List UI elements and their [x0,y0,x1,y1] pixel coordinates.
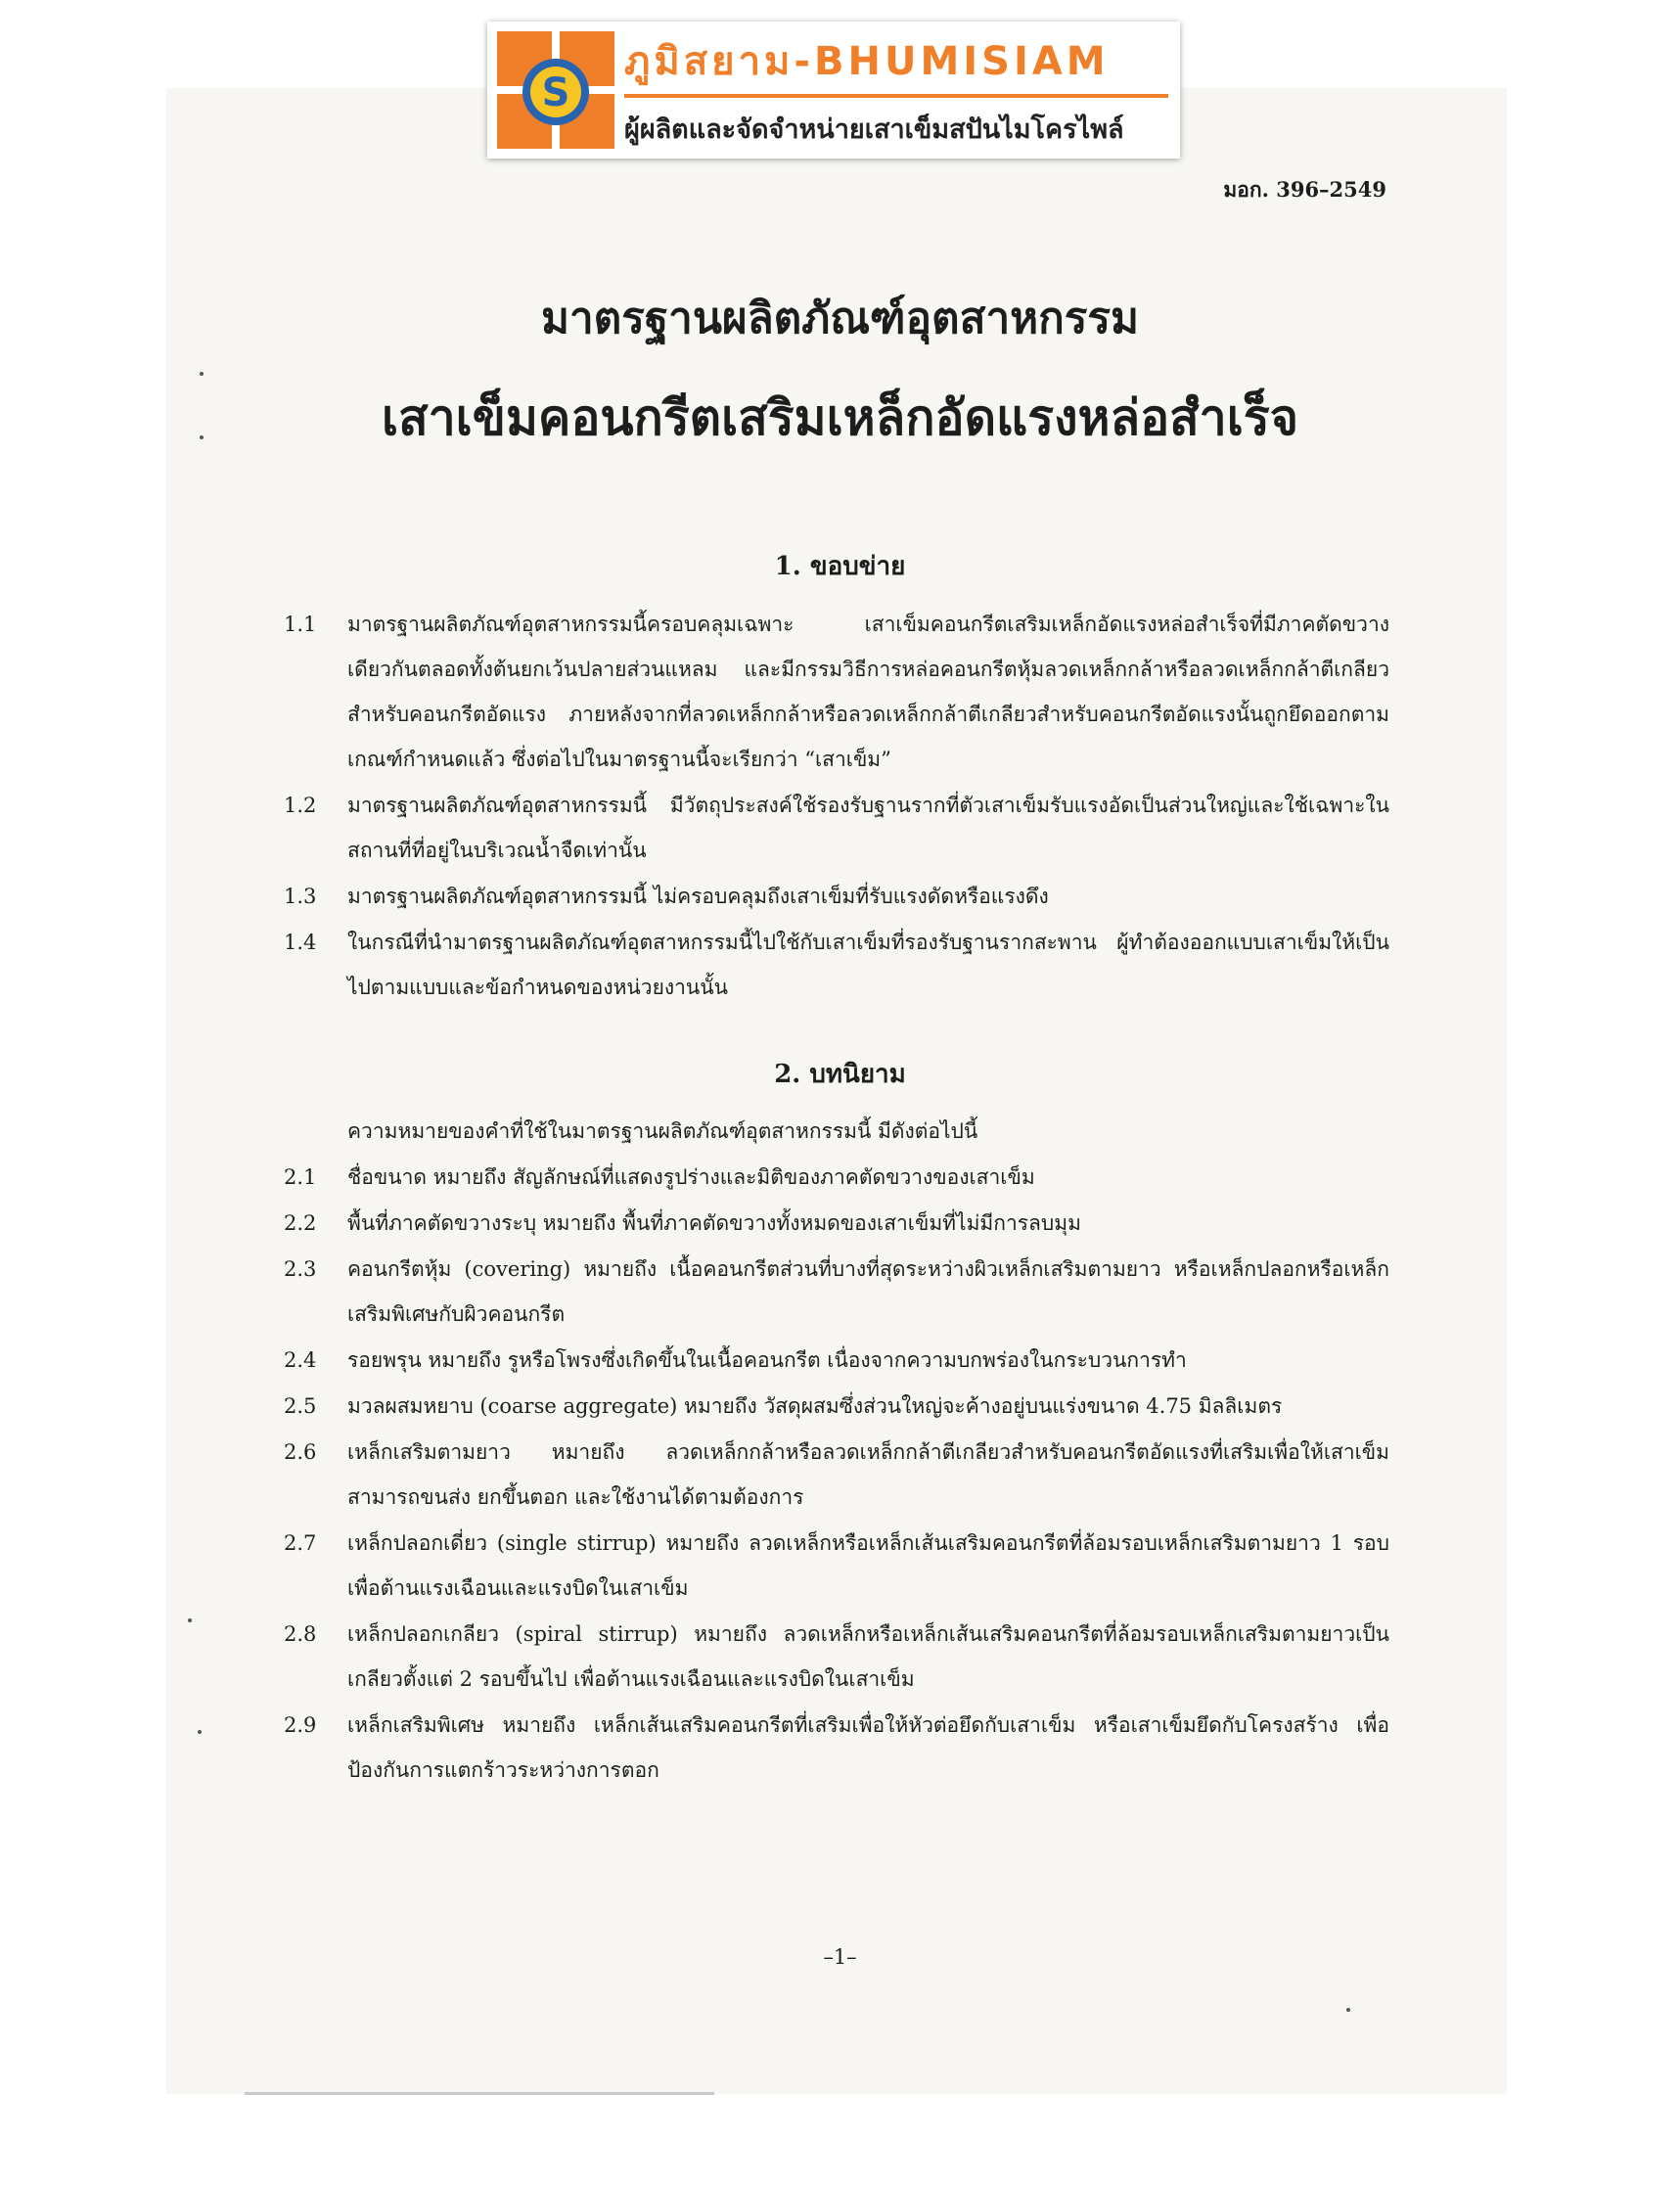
clause-number: 2.1 [284,1165,317,1189]
clause-text: เหล็กเสริมพิเศษ หมายถึง เหล็กเส้นเสริมคอนกรีตที่เสริมเพื่อให้หัวต่อยึดกับเสาเข็ม หรือเสาเข็มยึดกับโครงสร้าง เพื่อป้องกันการแตกร้าวระหว่างการตอก [347,1713,1389,1782]
clause-number: 1.4 [284,931,317,954]
definitions-intro: ความหมายของคำที่ใช้ในมาตรฐานผลิตภัณฑ์อุตสาหกรรมนี้ มีดังต่อไปนี้ [347,1119,978,1143]
standard-code: มอก. 396–2549 [1223,177,1386,202]
clause-number: 2.8 [284,1622,317,1646]
svg-text:S: S [541,70,570,115]
clause-text: มวลผสมหยาบ (coarse aggregate) หมายถึง วัสดุผสมซึ่งส่วนใหญ่จะค้างอยู่บนแร่งขนาด 4.75 มิลลิเมตร [347,1394,1283,1418]
document-title-line2: เสาเข็มคอนกรีตเสริมเหล็กอัดแรงหล่อสำเร็จ [381,388,1298,446]
logo-tagline: ผู้ผลิตและจัดจำหน่ายเสาเข็มสปันไมโครไพล์ [624,114,1124,145]
clause-text: เหล็กปลอกเกลียว (spiral stirrup) หมายถึง ลวดเหล็กหรือเหล็กเส้นเสริมคอนกรีตที่ล้อมรอบเหล็กเสริมตามยาวเป็นเกลียวตั้งแต่ 2 รอบขึ้นไป เพื่อต้านแรงเฉือนและแรงบิดในเสาเข็ม [347,1622,1389,1691]
clause-text: เหล็กเสริมตามยาว หมายถึง ลวดเหล็กกล้าหรือลวดเหล็กกล้าตีเกลียวสำหรับคอนกรีตอัดแรงที่เสริมเพื่อให้เสาเข็มสามารถขนส่ง ยกขึ้นตอก และใช้งานได้ตามต้องการ [347,1440,1389,1509]
clause-number: 2.3 [284,1257,317,1281]
clause-text: เหล็กปลอกเดี่ยว (single stirrup) หมายถึง ลวดเหล็กหรือเหล็กเส้นเสริมคอนกรีตที่ล้อมรอบเหล็กเสริมตามยาว 1 รอบ เพื่อต้านแรงเฉือนและแรงบิดในเสาเข็ม [347,1531,1389,1600]
clause-text: พื้นที่ภาคตัดขวางระบุ หมายถึง พื้นที่ภาคตัดขวางทั้งหมดของเสาเข็มที่ไม่มีการลบมุม [347,1211,1081,1235]
scan-speck [188,1618,192,1622]
page-number: –1– [823,1945,857,1969]
clause-number: 2.9 [284,1713,317,1737]
clause-number: 2.4 [284,1348,317,1372]
clause-number: 1.3 [284,885,317,908]
clause-text: คอนกรีตหุ้ม (covering) หมายถึง เนื้อคอนกรีตส่วนที่บางที่สุดระหว่างผิวเหล็กเสริมตามยาว หรือเหล็กปลอกหรือเหล็กเสริมพิเศษกับผิวคอนกรีต [347,1257,1389,1326]
scan-speck [200,372,204,376]
logo-emblem-icon [497,31,614,149]
clause-number: 2.5 [284,1394,317,1418]
clause-number: 2.6 [284,1440,317,1464]
clause-text: รอยพรุน หมายถึง รูหรือโพรงซึ่งเกิดขึ้นในเนื้อคอนกรีต เนื่องจากความบกพร่องในกระบวนการทำ [347,1348,1187,1372]
clause-number: 2.7 [284,1531,317,1555]
section-heading-definitions: 2. บทนิยาม [774,1060,906,1089]
scan-speck [1346,2008,1350,2012]
clause-number: 1.1 [284,613,317,636]
document-title-line1: มาตรฐานผลิตภัณฑ์อุตสาหกรรม [540,294,1140,343]
clause-number: 2.2 [284,1211,317,1235]
section-heading-scope: 1. ขอบข่าย [774,552,906,581]
clause-text: ในกรณีที่นำมาตรฐานผลิตภัณฑ์อุตสาหกรรมนี้ไปใช้กับเสาเข็มที่รองรับฐานรากสะพาน ผู้ทำต้องออกแบบเสาเข็มให้เป็นไปตามแบบและข้อกำหนดของหน่วยงานนั้น [347,931,1389,999]
page-edge-line [245,2092,714,2095]
clause-text: มาตรฐานผลิตภัณฑ์อุตสาหกรรมนี้ ไม่ครอบคลุมถึงเสาเข็มที่รับแรงดัดหรือแรงดึง [347,885,1049,908]
logo-brand-name: ภูมิสยาม-BHUMISIAM [624,39,1110,84]
clause-text: มาตรฐานผลิตภัณฑ์อุตสาหกรรมนี้ มีวัตถุประสงค์ใช้รองรับฐานรากที่ตัวเสาเข็มรับแรงอัดเป็นส่วนใหญ่และใช้เฉพาะในสถานที่ที่อยู่ในบริเวณน้ำจืดเท่านั้น [347,794,1389,862]
clause-text: ชื่อขนาด หมายถึง สัญลักษณ์ที่แสดงรูปร่างและมิติของภาคตัดขวางของเสาเข็ม [347,1165,1035,1189]
company-logo-banner [487,22,1180,159]
scan-speck [198,1730,202,1734]
clause-text: มาตรฐานผลิตภัณฑ์อุตสาหกรรมนี้ครอบคลุมเฉพาะ เสาเข็มคอนกรีตเสริมเหล็กอัดแรงหล่อสำเร็จที่มีภาคตัดขวางเดียวกันตลอดทั้งต้นยกเว้นปลายส่วนแหลม และมีกรรมวิธีการหล่อคอนกรีตหุ้มลวดเหล็กกล้าหรือลวดเหล็กกล้าตีเกลียวสำหรับคอนกรีตอัดแรง ภายหลังจากที่ลวดเหล็กกล้าหรือลวดเหล็กกล้าตีเกลียวสำหรับคอนกรีตอัดแรงนั้นถูกยึดออกตามเกณฑ์กำหนดแล้ว ซึ่งต่อไปในมาตรฐานนี้จะเรียกว่า “เสาเข็ม” [347,613,1389,771]
clause-number: 1.2 [284,794,317,817]
logo-divider [624,94,1168,98]
